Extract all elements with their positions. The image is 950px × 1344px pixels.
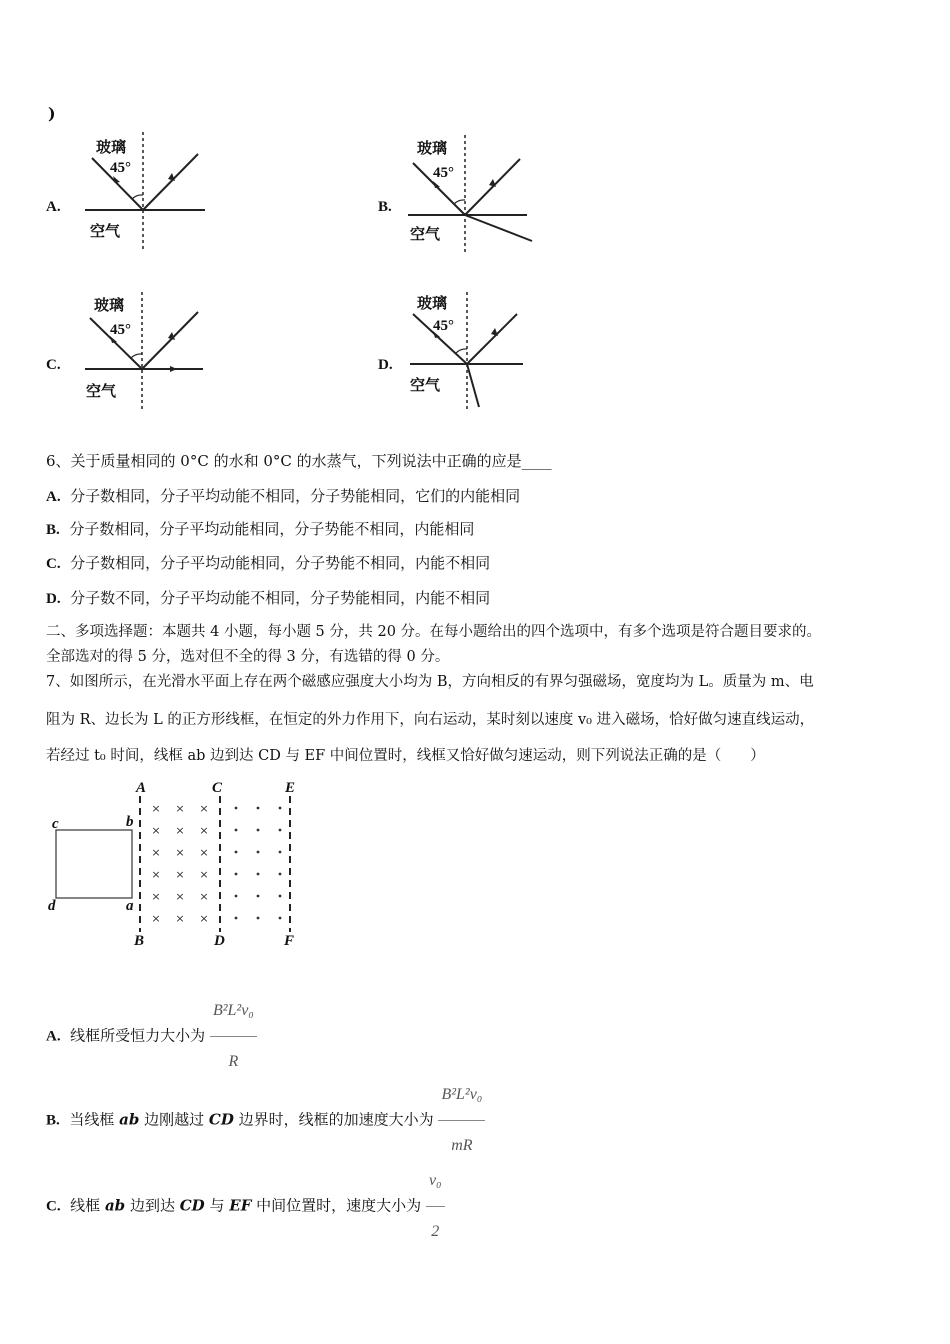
cross-mark: × <box>175 846 185 859</box>
q5a-air-label: 空气 <box>90 222 121 240</box>
cross-mark: × <box>151 802 161 815</box>
dot-mark <box>235 917 238 920</box>
q7-option-c-denominator: 2 <box>431 1223 440 1240</box>
dot-mark <box>257 829 260 832</box>
q6-option-c-label: C. <box>46 556 61 572</box>
dot-mark <box>279 917 282 920</box>
q5d-air-label: 空气 <box>410 376 441 394</box>
q5d-angle-label: 45° <box>433 318 454 334</box>
q5b-air-label: 空气 <box>410 225 441 243</box>
q7-option-c-ab: ab <box>104 1196 126 1215</box>
q7-option-a-label: A. <box>46 1028 61 1045</box>
dot-mark <box>257 851 260 854</box>
q7-option-a-numerator: B²L²v₀ <box>210 988 257 1037</box>
q7-option-b-denominator: mR <box>451 1137 473 1154</box>
q5d-glass-label: 玻璃 <box>417 294 448 312</box>
q5-diagram-d <box>405 290 535 415</box>
q6-option-a <box>46 486 520 507</box>
q5a-angle-label: 45° <box>110 160 131 176</box>
label-D: D <box>214 933 225 949</box>
dot-mark <box>257 895 260 898</box>
q7-option-c-mid: 边到达 <box>129 1196 175 1215</box>
q5-diagram-a <box>80 130 210 255</box>
section2-line2: 全部选对的得 5 分，选对但不全的得 3 分，有选错的得 0 分。 <box>46 649 450 665</box>
q5c-glass-label: 玻璃 <box>94 296 125 314</box>
q7-magnetic-field-figure <box>44 780 314 955</box>
cross-mark: × <box>175 802 185 815</box>
q6-option-a-label: A. <box>46 489 61 505</box>
cross-mark: × <box>199 890 209 903</box>
q7-stem-line2: 阻为 R、边长为 L 的正方形线框，在恒定的外力作用下，向右运动，某时刻以速度 v₀ 进入磁场，恰好做匀速直线运动， <box>46 712 815 728</box>
label-E: E <box>285 780 296 796</box>
q7-option-b <box>46 1072 485 1169</box>
cross-mark: × <box>151 846 161 859</box>
dot-mark <box>279 895 282 898</box>
q6-stem: 6、关于质量相同的 0°C 的水和 0°C 的水蒸气，下列说法中正确的应是____ <box>46 452 552 470</box>
q6-option-d <box>46 588 490 609</box>
dot-mark <box>279 829 282 832</box>
cross-mark: × <box>151 890 161 903</box>
leftover-paren: ) <box>48 104 56 123</box>
label-c: c <box>52 816 59 832</box>
q7-option-c-cd: CD <box>179 1196 205 1215</box>
q7-option-c-ef: EF <box>229 1196 252 1215</box>
q7-option-c-label: C. <box>46 1198 61 1215</box>
cross-mark: × <box>199 824 209 837</box>
cross-mark: × <box>199 846 209 859</box>
q6-option-c-text: 分子数相同，分子平均动能相同，分子势能不相同，内能不相同 <box>70 554 491 572</box>
label-F: F <box>284 933 295 949</box>
q7-option-b-numerator: B²L²v₀ <box>438 1072 485 1121</box>
label-d: d <box>48 898 56 914</box>
q6-option-b-label: B. <box>46 522 60 538</box>
q7-option-a-denominator: R <box>228 1053 239 1070</box>
q7-option-b-fraction <box>438 1072 485 1169</box>
q5c-air-label: 空气 <box>86 382 117 400</box>
dot-mark <box>235 851 238 854</box>
q5a-glass-label: 玻璃 <box>96 138 127 156</box>
q5-option-d-label: D. <box>378 357 393 373</box>
dot-mark <box>257 873 260 876</box>
cross-mark: × <box>175 890 185 903</box>
dot-mark <box>279 807 282 810</box>
cross-mark: × <box>199 912 209 925</box>
q6-option-a-text: 分子数相同，分子平均动能不相同，分子势能相同，它们的内能相同 <box>70 487 521 505</box>
dot-mark <box>235 829 238 832</box>
cross-mark: × <box>175 824 185 837</box>
q7-option-b-pre: 当线框 <box>69 1110 115 1129</box>
q5b-glass-label: 玻璃 <box>417 139 448 157</box>
dot-mark <box>235 873 238 876</box>
q7-option-a-fraction <box>210 988 257 1085</box>
q7-option-a <box>46 988 257 1085</box>
q7-option-a-text: 线框所受恒力大小为 <box>70 1026 206 1045</box>
q7-option-b-mid: 边刚越过 <box>144 1110 205 1129</box>
cross-mark: × <box>199 868 209 881</box>
dot-mark <box>279 873 282 876</box>
q7-option-c-post: 中间位置时，速度大小为 <box>256 1196 422 1215</box>
q7-option-b-label: B. <box>46 1112 60 1129</box>
field-into-page-marks <box>151 802 208 925</box>
cross-mark: × <box>151 912 161 925</box>
dot-mark <box>235 895 238 898</box>
q5-option-a-label: A. <box>46 199 61 215</box>
q5b-angle-label: 45° <box>433 165 454 181</box>
label-b: b <box>126 814 134 830</box>
label-C: C <box>212 780 223 796</box>
q5-diagram-c <box>80 290 210 415</box>
q5-option-c-label: C. <box>46 357 61 373</box>
dot-mark <box>279 851 282 854</box>
q6-option-c <box>46 553 490 574</box>
q6-option-b-text: 分子数相同，分子平均动能相同，分子势能不相同，内能相同 <box>69 520 475 538</box>
q5c-angle-label: 45° <box>110 322 131 338</box>
q7-option-b-ab: ab <box>119 1110 140 1129</box>
q7-stem-line1: 7、如图所示，在光滑水平面上存在两个磁感应强度大小均为 B，方向相反的有界匀强磁场，宽度均为 L。质量为 m、电 <box>46 674 814 690</box>
q7-option-b-cd: CD <box>208 1110 234 1129</box>
dot-mark <box>235 807 238 810</box>
label-a: a <box>126 898 134 914</box>
square-coil <box>56 830 132 898</box>
section2-line1: 二、多项选择题：本题共 4 小题，每小题 5 分，共 20 分。在每小题给出的四个选项中，有多个选项是符合题目要求的。 <box>46 624 822 640</box>
dot-mark <box>257 807 260 810</box>
q7-option-b-post: 边界时，线框的加速度大小为 <box>238 1110 434 1129</box>
q6-option-d-text: 分子数不同，分子平均动能不相同，分子势能相同，内能不相同 <box>70 589 491 607</box>
q5-option-b-label: B. <box>378 199 392 215</box>
q7-option-c-fraction <box>426 1158 445 1255</box>
q6-option-b <box>46 519 474 540</box>
q7-option-c-yu: 与 <box>209 1196 225 1215</box>
cross-mark: × <box>175 868 185 881</box>
dot-mark <box>257 917 260 920</box>
q7-stem-line3: 若经过 t₀ 时间，线框 ab 边到达 CD 与 EF 中间位置时，线框又恰好做匀速运动，则下列说法正确的是（ ） <box>46 748 765 764</box>
q6-option-d-label: D. <box>46 591 61 607</box>
q5-diagram-b <box>405 133 540 258</box>
q7-option-c <box>46 1158 445 1255</box>
q7-option-c-pre: 线框 <box>70 1196 101 1215</box>
cross-mark: × <box>175 912 185 925</box>
label-B: B <box>134 933 145 949</box>
cross-mark: × <box>151 824 161 837</box>
field-out-of-page-marks <box>235 807 282 920</box>
q7-option-c-numerator: v₀ <box>426 1158 445 1207</box>
label-A: A <box>136 780 147 796</box>
cross-mark: × <box>151 868 161 881</box>
cross-mark: × <box>199 802 209 815</box>
